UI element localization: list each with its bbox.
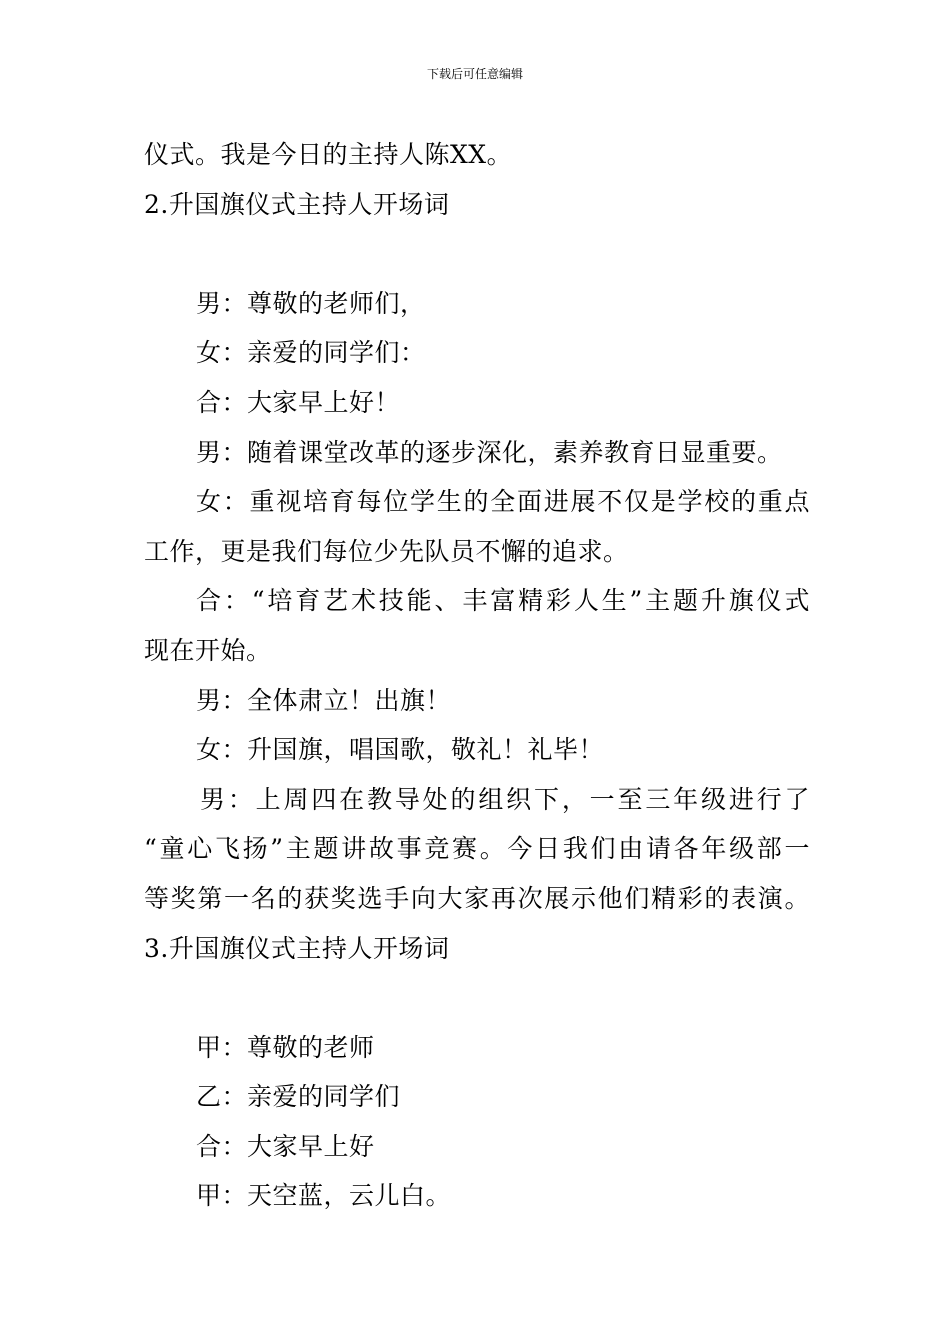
paragraph-line: 合：大家早上好 <box>196 1131 375 1161</box>
paragraph-line: 甲：天空蓝，云儿白。 <box>196 1181 452 1211</box>
paragraph-line: 等奖第一名的获奖选手向大家再次展示他们精彩的表演。 <box>144 883 810 913</box>
paragraph-line: 男：上周四在教导处的组织下，一至三年级进行了 <box>200 784 810 814</box>
paragraph-line: 女：升国旗，唱国歌，敬礼！礼毕！ <box>196 735 605 765</box>
paragraph-line: 女：重视培育每位学生的全面进展不仅是学校的重点 <box>196 487 810 517</box>
section-heading: 3.升国旗仪式主持人开场词 <box>144 933 450 963</box>
paragraph-line: 女：亲爱的同学们： <box>196 338 426 368</box>
paragraph-line: 乙：亲爱的同学们 <box>196 1082 401 1112</box>
paragraph-line: 男：全体肃立！出旗！ <box>196 685 452 715</box>
section-heading: 2.升国旗仪式主持人开场词 <box>144 189 450 219</box>
page-header: 下载后可任意编辑 <box>426 67 523 81</box>
paragraph-line: 男：随着课堂改革的逐步深化，素养教育日显重要。 <box>196 437 783 467</box>
paragraph-line: 仪式。我是今日的主持人陈XX。 <box>144 140 513 169</box>
paragraph-line: 工作，更是我们每位少先队员不懈的追求。 <box>144 536 629 566</box>
paragraph-line: 甲：尊敬的老师 <box>196 1032 375 1062</box>
paragraph-line: 现在开始。 <box>144 635 272 665</box>
paragraph-line: 合：“培育艺术技能、丰富精彩人生”主题升旗仪式 <box>196 586 810 616</box>
blank-line <box>144 973 810 1023</box>
paragraph-line: “童心飞扬”主题讲故事竞赛。今日我们由请各年级部一 <box>144 834 810 864</box>
document-body <box>144 130 810 1221</box>
paragraph-line: 男：尊敬的老师们， <box>196 288 426 318</box>
paragraph-line: 合：大家早上好！ <box>196 387 401 417</box>
blank-line <box>144 229 810 279</box>
